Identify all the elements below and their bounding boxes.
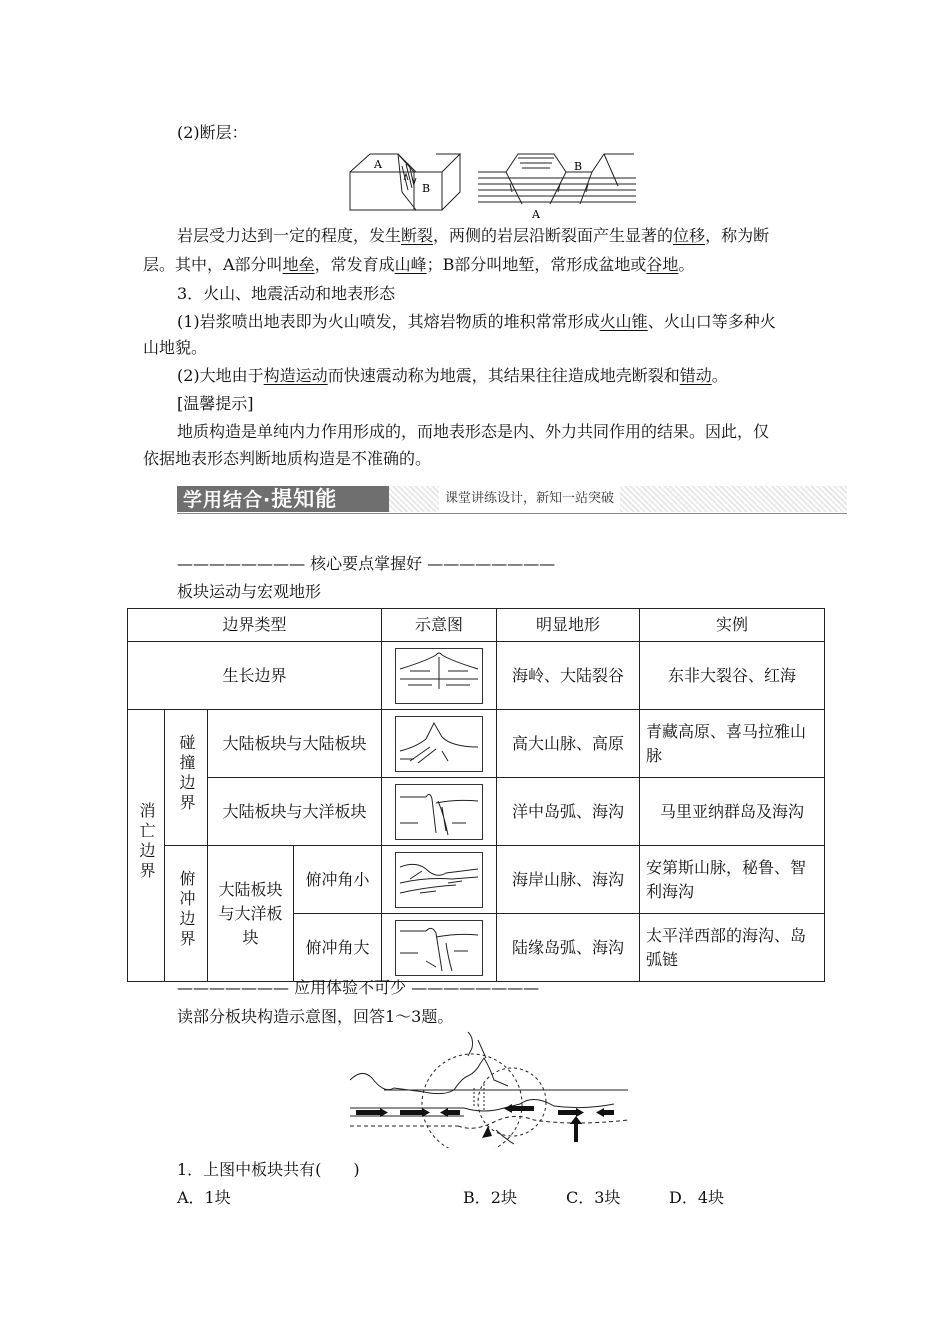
sub-example: 安第斯山脉，秘鲁、智利海沟 <box>640 846 825 914</box>
fault-para-line1: 岩层受力达到一定的程度，发生断裂，两侧的岩层沿断裂面产生显著的位移，称为断 <box>177 226 770 245</box>
sub-landform: 海岸山脉、海沟 <box>497 846 640 914</box>
table-title: 板块运动与宏观地形 <box>177 582 322 601</box>
fault-figure <box>346 146 636 222</box>
fault-label-b-left: B <box>422 182 431 195</box>
diagram-cell <box>382 642 497 710</box>
volcano-para-line1: (1)岩浆喷出地表即为火山喷发，其熔岩物质的堆积常常形成火山锥、火山口等多种火 <box>177 312 776 331</box>
sub-type: 大陆板块与大洋板块 <box>208 846 294 982</box>
collision-co-diagram <box>395 784 483 840</box>
table-row <box>128 778 825 846</box>
section-core-title: ———————— 核心要点掌握好 ———————— <box>177 554 556 573</box>
fault-para-line2: 层。其中，A部分叫地垒，常发育成山峰；B部分叫地堑，常形成盆地或谷地。 <box>143 255 695 274</box>
collision-boundary: 碰撞边界 <box>165 710 208 846</box>
row-landform: 洋中岛弧、海沟 <box>497 778 640 846</box>
row-landform: 高大山脉、高原 <box>497 710 640 778</box>
subduction-boundary: 俯冲边界 <box>165 846 208 982</box>
diagram-cell <box>382 778 497 846</box>
section-banner <box>177 486 847 514</box>
header-landform: 明显地形 <box>497 609 640 642</box>
fault-label-b-right: B <box>574 160 583 173</box>
sub-example: 太平洋西部的海沟、岛弧链 <box>640 914 825 982</box>
table-row <box>128 710 825 778</box>
table-row <box>128 642 825 710</box>
tip-label: [温馨提示] <box>177 394 254 413</box>
row-example: 马里亚纳群岛及海沟 <box>640 778 825 846</box>
header-example: 实例 <box>640 609 825 642</box>
q1-option-c[interactable]: C．3块 <box>566 1188 621 1207</box>
read-prompt: 读部分板块构造示意图，回答1～3题。 <box>177 1007 454 1026</box>
section-apply-title: ——————— 应用体验不可少 ———————— <box>177 978 540 997</box>
header-boundary: 边界类型 <box>128 609 382 642</box>
diagram-cell <box>382 710 497 778</box>
table-row <box>128 846 825 914</box>
tip-line2: 依据地表形态判断地质构造是不准确的。 <box>143 449 432 468</box>
q1-option-b[interactable]: B．2块 <box>463 1188 517 1207</box>
growth-example: 东非大裂谷、红海 <box>640 642 825 710</box>
fault-label-a-right: A <box>532 208 540 221</box>
q1-option-a[interactable]: A．1块 <box>177 1188 231 1207</box>
q1-option-d[interactable]: D．4块 <box>669 1188 725 1207</box>
banner-title: 学用结合·提知能 <box>177 486 389 512</box>
row-type: 大陆板块与大洋板块 <box>208 778 382 846</box>
sub-angle: 俯冲角小 <box>294 846 382 914</box>
volcano-para-line2: 山地貌。 <box>143 338 208 357</box>
quake-para: (2)大地由于构造运动而快速震动称为地震，其结果往往造成地壳断裂和错动。 <box>177 366 728 385</box>
growth-landform: 海岭、大陆裂谷 <box>497 642 640 710</box>
sub-landform: 陆缘岛弧、海沟 <box>497 914 640 982</box>
growth-diagram <box>395 648 483 704</box>
diagram-cell <box>382 914 497 982</box>
banner-subtitle: 课堂讲练设计，新知一站突破 <box>439 486 620 512</box>
fault-heading: (2)断层： <box>177 123 248 142</box>
tip-line1: 地质构造是单纯内力作用形成的，而地表形态是内、外力共同作用的结果。因此，仅 <box>177 422 770 441</box>
row-type: 大陆板块与大陆板块 <box>208 710 382 778</box>
question1-stem: 1．上图中板块共有( ) <box>177 1160 360 1179</box>
consume-boundary: 消亡边界 <box>128 710 165 982</box>
row-example: 青藏高原、喜马拉雅山脉 <box>640 710 825 778</box>
collision-cc-diagram <box>395 716 483 772</box>
header-diagram: 示意图 <box>382 609 497 642</box>
table-header-row <box>128 609 825 642</box>
diagram-cell <box>382 846 497 914</box>
plate-table <box>127 608 825 982</box>
sub-angle: 俯冲角大 <box>294 914 382 982</box>
growth-boundary: 生长边界 <box>128 642 382 710</box>
subduction-large-diagram <box>395 920 483 976</box>
subduction-small-diagram <box>395 852 483 908</box>
plate-figure <box>344 1028 634 1148</box>
fault-label-a-left: A <box>374 158 382 171</box>
section3-title: 3．火山、地震活动和地表形态 <box>177 284 396 303</box>
